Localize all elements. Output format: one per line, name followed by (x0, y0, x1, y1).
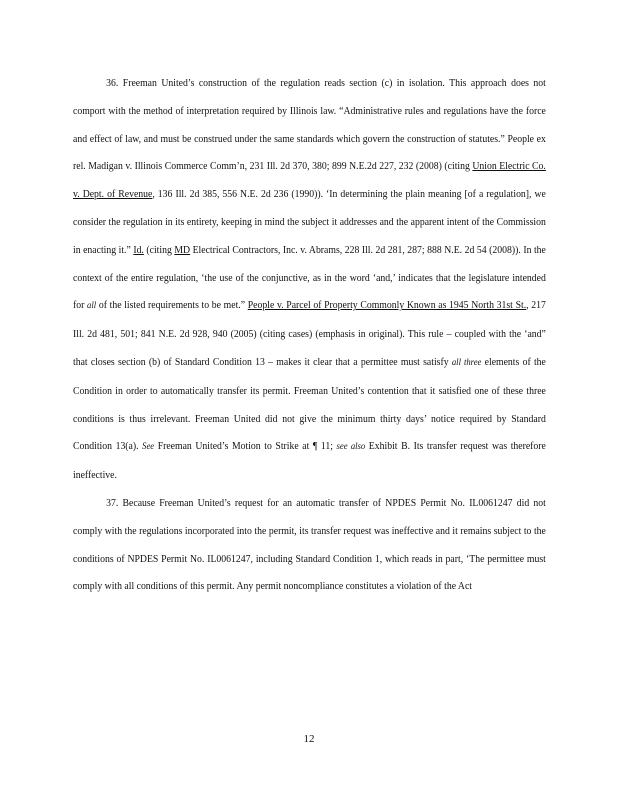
page-number: 12 (303, 733, 315, 745)
paragraph-text: Freeman United’s construction of the regulation reads section (c) in isolation. This approach does not comport with the method of interpretation required by Illinois law. “Administrative rules and regulations have the force and effect of law, and must be construed under the same standards which govern the construction of statutes.” People ex rel. Madigan v. Illinois Commerce Comm’n, 231 Ill. 2d 370, 380; 899 N.E.2d 227, 232 (2008) (citing (73, 78, 546, 173)
paragraph-text: Exhibit B. Its transfer request was therefore ineffective. (73, 441, 546, 482)
italic-emphasis: all three (451, 357, 482, 368)
paragraph-text: of the listed requirements to be met.” (96, 300, 248, 312)
paragraph-text: Freeman United’s Motion to Strike at ¶ 11; (154, 441, 337, 453)
italic-emphasis: all (87, 301, 97, 312)
document-body (73, 70, 546, 601)
italic-signal: see also (336, 442, 366, 453)
case-citation-underlined: Union Electric Co. v. Dept. of Revenue (73, 161, 546, 201)
italic-signal: See (142, 442, 155, 453)
paragraph-text: elements of the Condition in order to automatically transfer its permit. Freeman United’s contention that it satisfied one of these three conditions is thus irrelevant. Freeman United did not give the minimum thirty days’ notice required by Standard Condition 13(a). (73, 356, 546, 453)
paragraph-text: (citing (143, 244, 175, 256)
paragraph-text: , 217 Ill. 2d 481, 501; 841 N.E. 2d 928, 940 (2005) (citing cases) (emphasis in original). This rule – coupled with the ‘and” that closes section (b) of Standard Condition 13 – makes it clear that a permittee must satisfy (73, 300, 546, 368)
paragraph-text: , 136 Ill. 2d 385, 556 N.E. 2d 236 (1990)). ‘In determining the plain meaning [of a regulation], we consider the regulation in its entirety, keeping in mind the subject it addresses and the apparent intent of the Commission in enacting it.” (73, 189, 546, 256)
case-citation-underlined: People v. Parcel of Property Commonly Known as 1945 North 31st St. (247, 300, 527, 312)
id-citation-underlined: Id. (133, 244, 144, 256)
paragraph-text: Electrical Contractors, Inc. v. Abrams, 228 Ill. 2d 281, 287; 888 N.E. 2d 54 (2008)). In the context of the entire regulation, ‘the use of the conjunctive, as in the word ‘and,’ indicates that the legislature intended for (73, 244, 546, 312)
paragraph-36 (73, 70, 546, 490)
case-citation-underlined: MD (174, 244, 191, 256)
paragraph-number: 36. (106, 78, 119, 89)
paragraph-37 (73, 490, 546, 601)
paragraph-text: Because Freeman United’s request for an automatic transfer of NPDES Permit No. IL0061247 did not comply with the regulations incorporated into the permit, its transfer request was ineffective and it remains subject to the conditions of NPDES Permit No. IL0061247, including Standard Condition 1, which reads in part, ‘The permittee must comply with all conditions of this permit. Any permit noncompliance constitutes a violation of the Act (73, 497, 546, 593)
paragraph-number: 37. (106, 497, 119, 509)
